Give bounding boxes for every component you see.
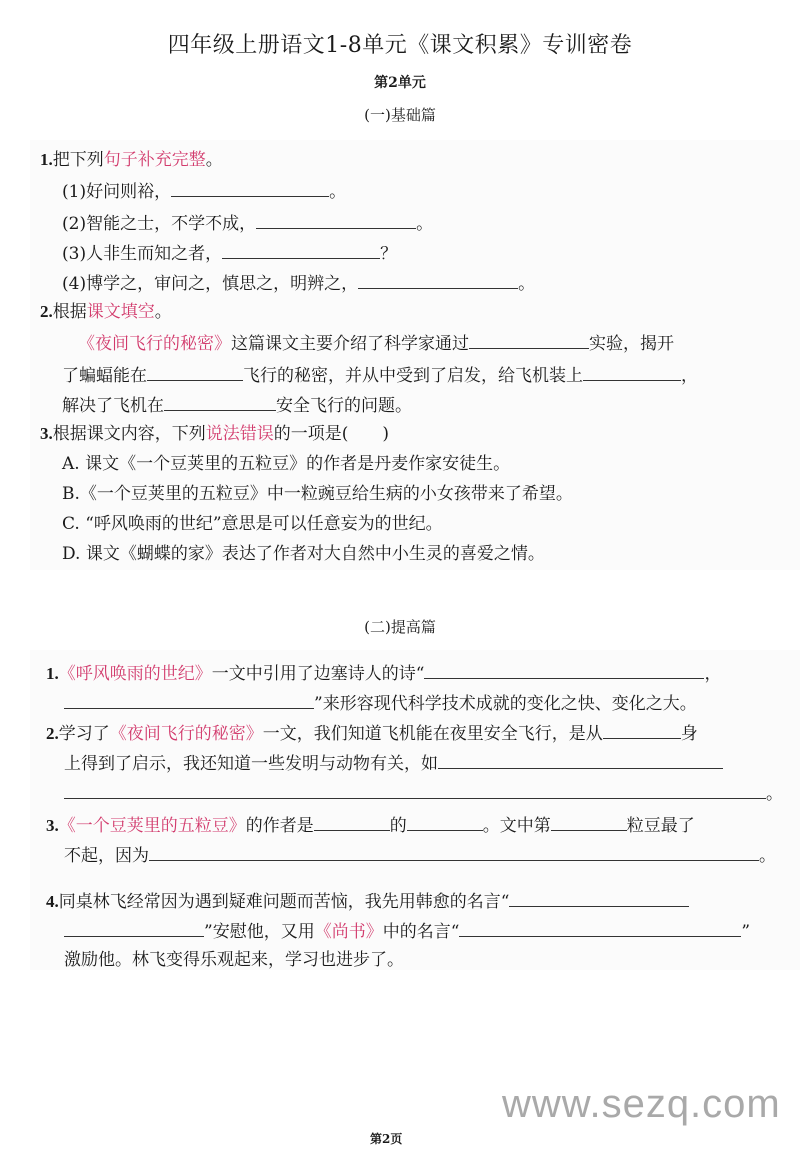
item-label: (2)智能之士，不学不成， [62,214,257,234]
answer-blank[interactable] [171,178,329,197]
q1-item-1 [62,178,346,204]
answer-blank[interactable] [256,210,416,229]
page-number: 第2页 [370,1132,403,1146]
item-label: (1)好问则裕， [62,182,172,202]
punctuation: 。 [205,150,223,170]
question-text: 身 [680,724,698,744]
lesson-title: 《一个豆荚里的五粒豆》 [58,816,246,836]
advanced-question-1 [46,660,721,686]
question-number: 1. [46,664,59,683]
section-heading-basic: (一)基础篇 [364,106,436,124]
advanced-q1-line-2 [64,690,697,716]
answer-bracket[interactable]: 的一项是( ) [273,424,390,444]
lesson-title: 《夜间飞行的秘密》 [78,334,231,354]
unit-label: 第2单元 [374,75,426,91]
q2-line-3 [62,392,412,418]
lesson-title: 《夜间飞行的秘密》 [109,724,263,744]
answer-blank[interactable] [603,720,681,739]
item-label: (3)人非生而知之者， [62,244,223,264]
item-label: (4)博学之，审问之，慎思之，明辨之， [62,274,359,294]
q3-option-b[interactable]: B.《一个豆荚里的五粒豆》中一粒豌豆给生病的小女孩带来了希望。 [62,484,573,504]
question-text: 。文中第 [482,816,551,836]
advanced-q3-line-2 [64,842,776,868]
q3-option-a[interactable]: A. 课文《一个豆荚里的五粒豆》的作者是丹麦作家安徒生。 [62,454,511,474]
answer-blank[interactable] [583,362,681,381]
question-text: 不起，因为 [64,846,149,866]
answer-blank[interactable] [424,660,704,679]
answer-blank[interactable] [149,842,759,861]
punctuation: 。 [766,784,783,804]
answer-blank[interactable] [551,812,627,831]
question-number: 2. [40,302,53,321]
passage-text: 这篇课文主要介绍了科学家通过 [231,334,469,354]
page-title: 四年级上册语文1-8单元《课文积累》专训密卷 [167,33,633,58]
section-heading-advanced: (二)提高篇 [364,618,436,636]
answer-blank[interactable] [64,918,204,937]
question-text: ”来形容现代科学技术成就的变化之快、变化之大。 [314,694,697,714]
watermark: www.sezq.com [502,1082,781,1126]
answer-blank[interactable] [64,780,766,799]
answer-blank[interactable] [314,812,390,831]
passage-text: 实验，揭开 [589,334,674,354]
answer-blank[interactable] [147,362,243,381]
q2-line-1 [78,330,674,356]
answer-blank[interactable] [407,812,483,831]
answer-blank[interactable] [358,270,518,289]
answer-blank[interactable] [222,240,380,259]
question-text: 一文中引用了边塞诗人的诗“ [211,664,425,684]
answer-blank[interactable] [438,750,723,769]
question-2 [40,300,172,324]
answer-blank[interactable] [459,918,741,937]
punctuation: ” [741,922,751,942]
punctuation: ， [704,664,722,684]
question-text: 的作者是 [245,816,314,836]
q2-line-2 [62,362,698,388]
question-number: 2. [46,724,59,743]
answer-blank[interactable] [469,330,589,349]
question-3 [40,422,389,446]
question-text: ”安慰他，又用 [204,922,315,942]
question-number: 1. [40,150,53,169]
answer-blank[interactable] [509,888,689,907]
question-keyword: 句子补充完整 [103,150,206,170]
punctuation: 。 [154,302,172,322]
q1-item-2 [62,210,433,236]
question-text: 同桌林飞经常因为遇到疑难问题而苦恼，我先用韩愈的名言“ [58,892,510,912]
question-text: 学习了 [58,724,110,744]
punctuation: 。 [329,182,347,202]
question-text: 把下列 [52,150,104,170]
question-1 [40,148,223,172]
advanced-question-2 [46,720,698,746]
question-text: 上得到了启示，我还知道一些发明与动物有关，如 [64,754,438,774]
q3-option-c[interactable]: C. “呼风唤雨的世纪”意思是可以任意妄为的世纪。 [62,514,443,534]
answer-blank[interactable] [164,392,276,411]
advanced-q2-line-3 [64,780,783,806]
advanced-q4-line-2 [64,918,750,944]
passage-text: 解决了飞机在 [62,396,164,416]
q3-option-d[interactable]: D. 课文《蝴蝶的家》表达了作者对大自然中小生灵的喜爱之情。 [62,544,545,564]
punctuation: ， [681,366,698,386]
question-keyword: 说法错误 [205,424,274,444]
punctuation: 。 [416,214,434,234]
answer-blank[interactable] [64,690,314,709]
q1-item-4 [62,270,535,296]
passage-text: 飞行的秘密，并从中受到了启发，给飞机装上 [243,366,583,386]
question-text: 根据 [52,302,87,322]
question-keyword: 课文填空 [86,302,155,322]
book-title: 《尚书》 [314,922,383,942]
lesson-title: 《呼风唤雨的世纪》 [58,664,212,684]
q1-item-3 [62,240,397,266]
advanced-question-3 [46,812,695,838]
punctuation: ？ [380,244,398,264]
question-number: 3. [40,424,53,443]
advanced-q2-line-2 [64,750,723,776]
question-text: 的 [389,816,407,836]
punctuation: 。 [518,274,536,294]
question-text: 粒豆最了 [626,816,695,836]
passage-text: 安全飞行的问题。 [276,396,412,416]
passage-text: 了蝙蝠能在 [62,366,147,386]
question-text: 中的名言“ [382,922,460,942]
advanced-question-4 [46,888,689,914]
advanced-q4-line-3: 激励他。林飞变得乐观起来，学习也进步了。 [64,950,404,970]
question-text: 根据课文内容，下列 [52,424,206,444]
question-number: 3. [46,816,59,835]
question-number: 4. [46,892,59,911]
punctuation: 。 [759,846,776,866]
question-text: 一文，我们知道飞机能在夜里安全飞行，是从 [262,724,603,744]
